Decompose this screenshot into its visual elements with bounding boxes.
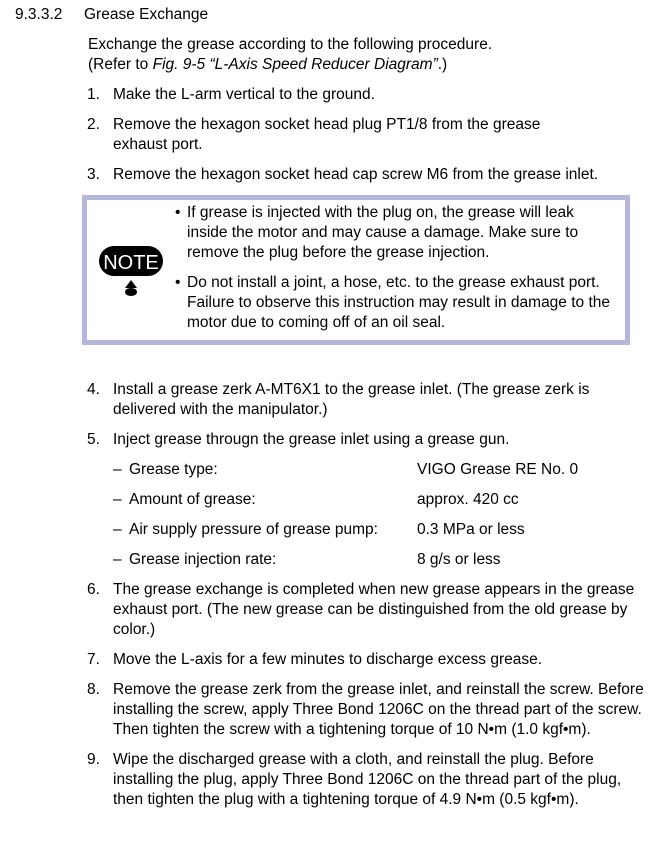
note-item-text: If grease is injected with the plug on, the grease will leak inside the motor and may cause a damage. Make sure to remove the plug before the grease injection. (187, 204, 579, 261)
note-item (175, 203, 615, 263)
spec-value: approx. 420 cc (417, 491, 519, 508)
step-4 (87, 380, 647, 420)
spec-row: – Air supply pressure of grease pump: 0.3 MPa or less (113, 521, 525, 538)
intro-reference: (Refer to Fig. 9-5 “L-Axis Speed Reducer Diagram”.) (88, 56, 448, 73)
note-label: NOTE (103, 252, 159, 274)
steps-list-c (87, 580, 647, 820)
intro-paragraph (88, 35, 492, 75)
step-7 (87, 650, 647, 670)
spec-label: Grease type: (129, 461, 218, 478)
step-2 (87, 115, 647, 155)
step-text: Remove the hexagon socket head plug PT1/8 from the grease exhaust port. (113, 116, 541, 153)
step-number: 3. (87, 166, 100, 183)
steps-list-b (87, 380, 647, 580)
step-text: Wipe the discharged grease with a cloth, and reinstall the plug. Before installing the plug, apply Three Bond 1206C on the thread part of the plug, then tighten the plug with a tightening torque of 4.9 N•m (0.5 kgf•m). (113, 751, 622, 808)
step-number: 1. (87, 86, 100, 103)
step-text: Inject grease througn the grease inlet using a grease gun. (113, 431, 510, 448)
step-number: 6. (87, 581, 100, 598)
step-number: 7. (87, 651, 100, 668)
spec-label: Grease injection rate: (129, 551, 277, 568)
step-number: 8. (87, 681, 100, 698)
bullet: • (175, 274, 181, 291)
section-heading (15, 5, 208, 25)
grease-spec-list (113, 460, 647, 570)
intro-line: Exchange the grease according to the following procedure. (88, 36, 493, 53)
step-text: Make the L-arm vertical to the ground. (113, 86, 375, 103)
spec-row: – Grease injection rate: 8 g/s or less (113, 551, 501, 568)
bullet: • (175, 204, 181, 221)
step-number: 4. (87, 381, 100, 398)
step-9 (87, 750, 647, 810)
spec-row: – Amount of grease: approx. 420 cc (113, 491, 519, 508)
spec-value: 8 g/s or less (417, 551, 501, 568)
step-number: 2. (87, 116, 100, 133)
step-5 (87, 430, 647, 570)
step-1 (87, 85, 647, 105)
step-text: Install a grease zerk A-MT6X1 to the grease inlet. (The grease zerk is delivered with the manipulator.) (113, 381, 590, 418)
spec-value: VIGO Grease RE No. 0 (417, 461, 579, 478)
note-item-text: Do not install a joint, a hose, etc. to the grease exhaust port. Failure to observe this instruction may result in damage to the motor due to coming off of an oil seal. (187, 274, 611, 331)
step-8 (87, 680, 647, 740)
step-number: 5. (87, 431, 100, 448)
note-item (175, 273, 615, 333)
step-text: Remove the hexagon socket head cap screw M6 from the grease inlet. (113, 166, 599, 183)
note-box (82, 195, 630, 345)
spec-label: Air supply pressure of grease pump: (129, 521, 378, 538)
section-number: 9.3.3.2 (15, 6, 63, 23)
section-title: Grease Exchange (84, 6, 209, 23)
steps-list-a (87, 85, 647, 195)
step-text: Remove the grease zerk from the grease inlet, and reinstall the screw. Before installing the screw, apply Three Bond 1206C on the thread part of the screw. Then tighten the screw with a tightening torque of 10 N•m (1.0 kgf•m). (113, 681, 644, 738)
note-items (175, 203, 615, 343)
note-icon (97, 240, 165, 300)
spec-label: Amount of grease: (129, 491, 256, 508)
spec-value: 0.3 MPa or less (417, 521, 525, 538)
step-number: 9. (87, 751, 100, 768)
step-text: The grease exchange is completed when new grease appears in the grease exhaust port. (The new grease can be distinguished from the old grease by color.) (113, 581, 635, 638)
figure-reference-link[interactable]: Fig. 9-5 “L-Axis Speed Reducer Diagram” (152, 56, 438, 73)
spec-row: – Grease type: VIGO Grease RE No. 0 (113, 461, 579, 478)
step-3 (87, 165, 647, 185)
step-text: Move the L-axis for a few minutes to discharge excess grease. (113, 651, 543, 668)
step-6 (87, 580, 647, 640)
